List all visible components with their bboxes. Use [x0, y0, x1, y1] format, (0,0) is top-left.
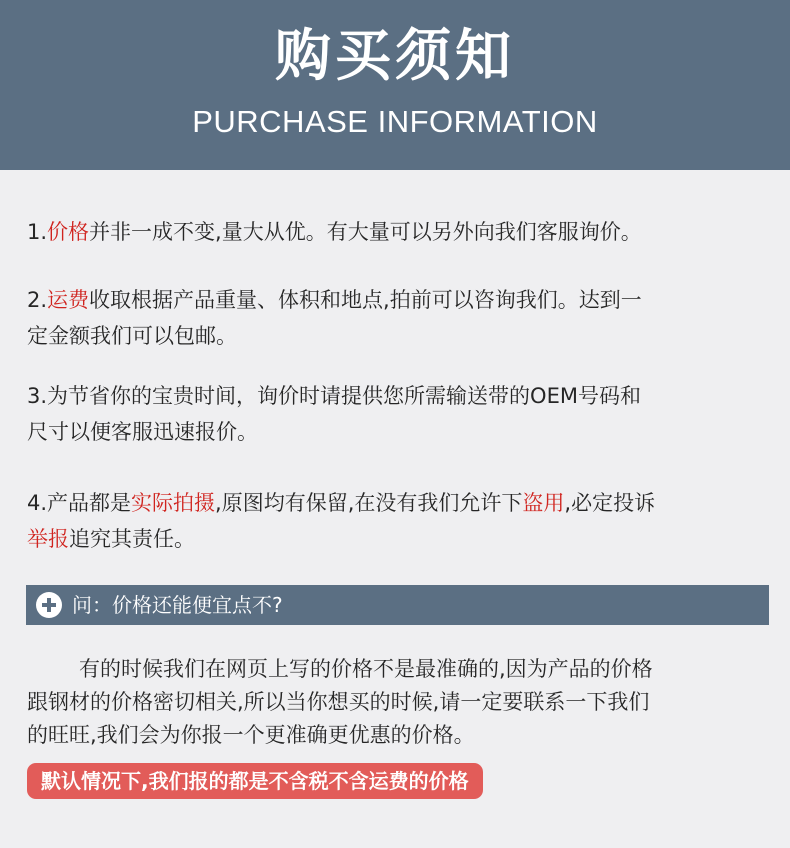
note-text: 追究其责任。 [69, 527, 195, 551]
note-text: 收取根据产品重量、体积和地点,拍前可以咨询我们。达到一 [89, 288, 642, 312]
note-number: 1. [27, 220, 48, 244]
plus-circle-icon [36, 592, 62, 618]
note-highlight: 举报 [27, 527, 69, 551]
note-highlight: 盗用 [522, 491, 565, 515]
note-text: ,必定投诉 [564, 491, 656, 515]
page-subtitle: PURCHASE INFORMATION [192, 104, 598, 139]
tax-notice-badge: 默认情况下,我们报的都是不含税不含运费的价格 [27, 763, 483, 799]
note-quote [27, 378, 777, 450]
note-price [27, 214, 777, 250]
qa-question-bar [26, 585, 769, 625]
page-title: 购买须知 [275, 24, 515, 89]
answer-line: 的旺旺,我们会为你报一个更准确更优惠的价格。 [27, 723, 475, 747]
note-text: 尺寸以便客服迅速报价。 [27, 420, 258, 444]
note-shipping [27, 282, 777, 354]
note-highlight: 价格 [47, 220, 90, 244]
header-banner [0, 0, 790, 170]
note-text: 定金额我们可以包邮。 [27, 324, 237, 348]
note-text: ,原图均有保留,在没有我们允许下 [215, 491, 523, 515]
note-text: 并非一成不变,量大从优。有大量可以另外向我们客服询价。 [89, 220, 642, 244]
qa-answer [27, 653, 777, 752]
note-photos [27, 485, 777, 557]
answer-line: 跟钢材的价格密切相关,所以当你想买的时候,请一定要联系一下我们 [27, 690, 650, 714]
answer-line: 有的时候我们在网页上写的价格不是最准确的,因为产品的价格 [79, 657, 653, 681]
note-text: 3.为节省你的宝贵时间，询价时请提供您所需输送带的OEM号码和 [27, 384, 641, 408]
qa-question: 问：价格还能便宜点不? [72, 593, 283, 617]
note-highlight: 运费 [47, 288, 90, 312]
note-number: 2. [27, 288, 48, 312]
note-highlight: 实际拍摄 [131, 491, 216, 515]
note-text: 4.产品都是 [27, 491, 132, 515]
